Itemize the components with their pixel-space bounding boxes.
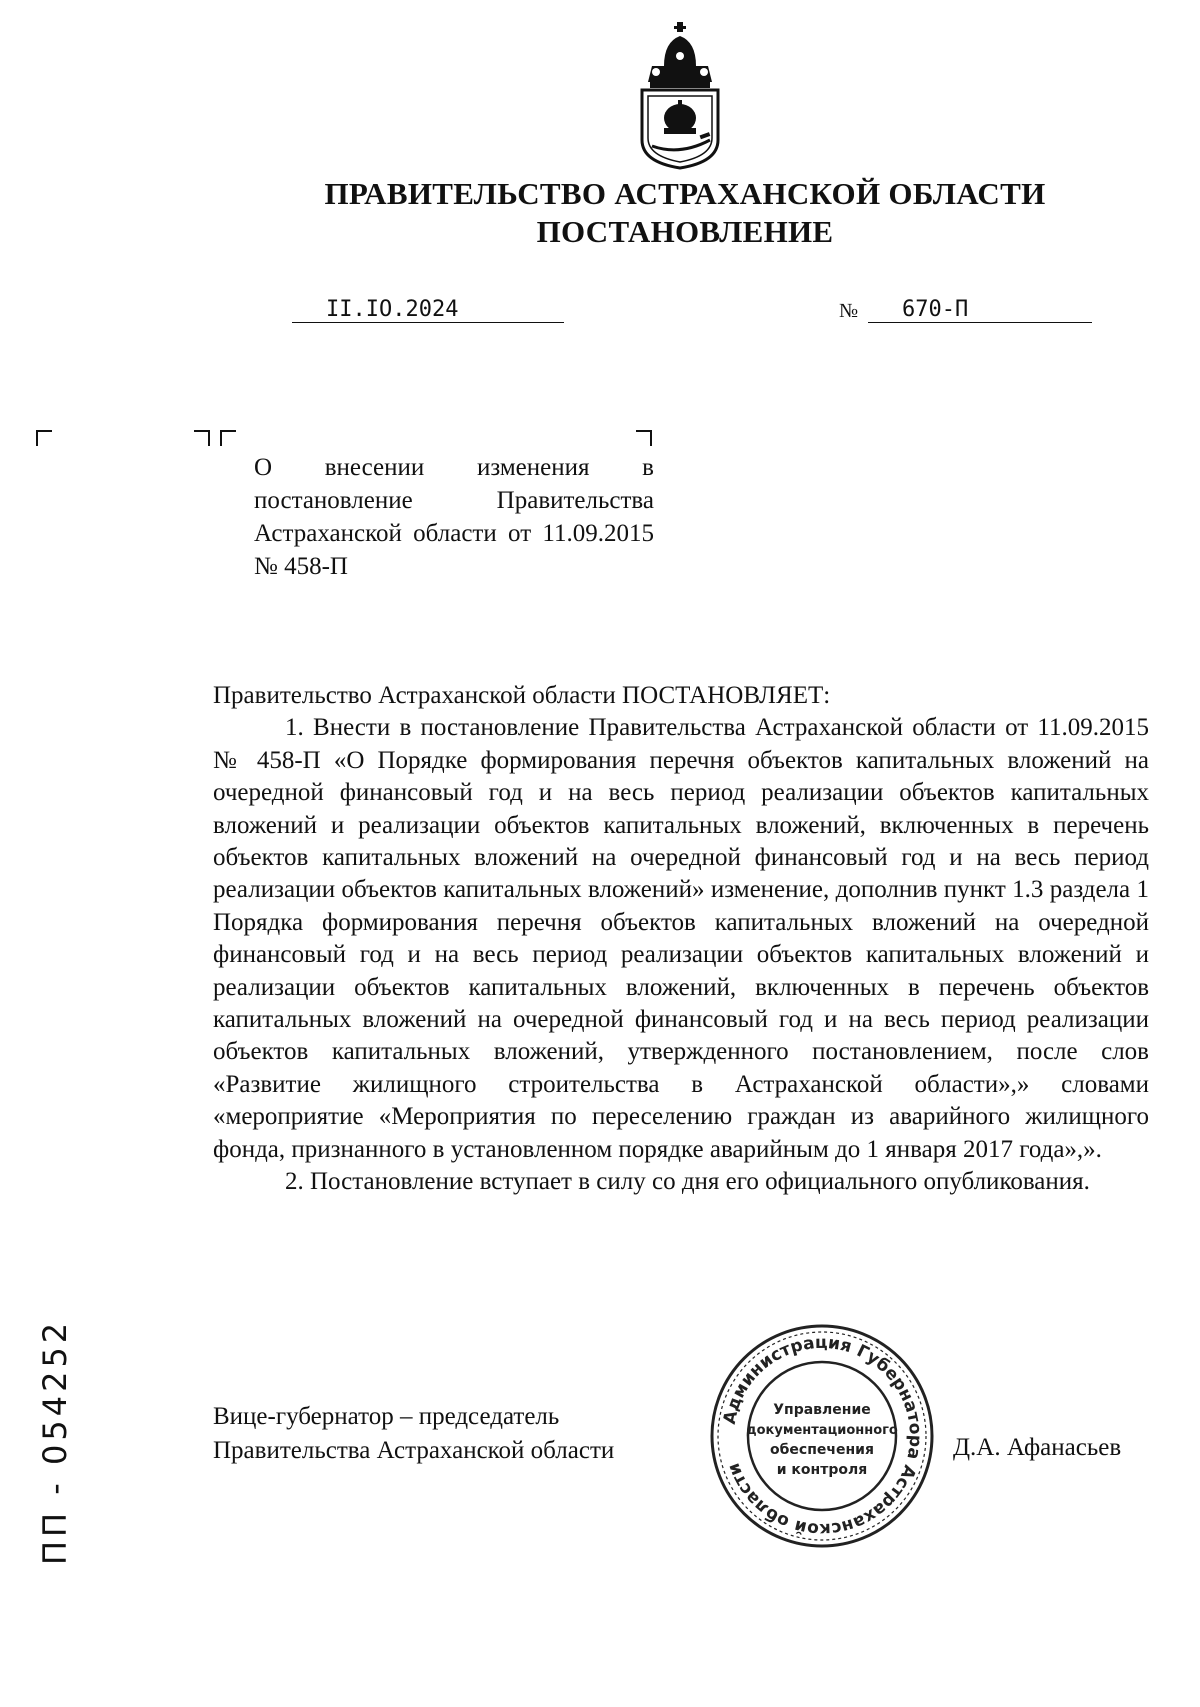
document-type-title: ПОСТАНОВЛЕНИЕ [536,214,834,249]
corner-mark [194,430,210,446]
document-body [213,680,1149,1199]
corner-mark [36,430,52,446]
stamp-outer-text: Администрация Губернатора Астраханской области [719,1332,926,1540]
organization-title: ПРАВИТЕЛЬСТВО АСТРАХАНСКОЙ ОБЛАСТИ [324,176,1046,211]
coat-of-arms-icon [634,22,726,170]
document-subject: О внесении изменения в постановление Правительства Астраханской области от 11.09.2015 № 458-П [254,454,654,580]
stamp-line-4: и контроля [776,1462,868,1478]
stamp-line-1: Управление [773,1402,871,1418]
stamp-line-3: обеспечения [770,1442,874,1458]
paragraph-1: 1. Внести в постановление Правительства Астраханской области от 11.09.2015 № 458-П «О Порядке формирования перечня объектов капитальных вложений на очередной финансовый год и на весь период реализации объектов капитальных вложений и реализации объектов капитальных вложений, включенных в перечень объектов капитальных вложений на очередной финансовый год и на весь период реализации объектов капитальных вложений» изменение, дополнив пункт 1.3 раздела 1 Порядка формирования перечня объектов капитальных вложений на очередной финансовый год и на весь период реализации объектов капитальных вложений и реализации объектов капитальных вложений, включенных в перечень объектов капитальных вложений на очередной финансовый год и на весь период реализации объектов капитальных вложений, утвержденного постановлением, после слов «Развитие жилищного строительства в Астраханской области»,» словами «мероприятие «Мероприятия по переселению граждан из аварийного жилищного фонда, признанного в установленном порядке аварийным до 1 января 2017 года»,». [213,714,1149,1163]
corner-mark [636,430,652,446]
number-sign: № [839,300,859,322]
stamp-line-2: документационного [746,1423,898,1438]
side-serial-number: ПП - 054252 [36,1318,74,1565]
document-number: 670-П [868,296,1092,323]
official-stamp [706,1320,938,1552]
preamble: Правительство Астраханской области ПОСТАНОВЛЯЕТ: [213,682,831,709]
paragraph-2: 2. Постановление вступает в силу со дня его официального опубликования. [285,1168,1090,1196]
signatory-role [213,1400,614,1468]
signatory-role-line1: Вице-губернатор – председатель [213,1403,560,1430]
signatory-role-line2: Правительства Астраханской области [213,1437,615,1464]
document-date: II.IO.2024 [292,296,564,323]
signatory-name: Д.А. Афанасьев [953,1434,1122,1461]
corner-mark [220,430,236,446]
